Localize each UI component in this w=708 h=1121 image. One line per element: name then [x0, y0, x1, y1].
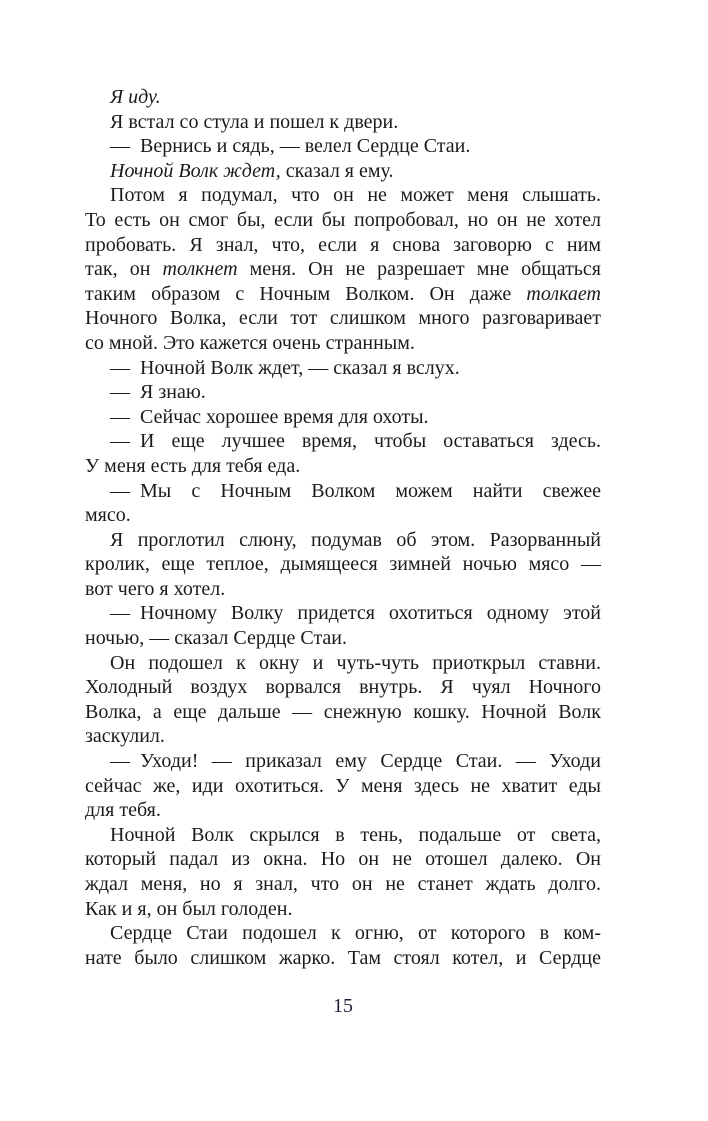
text-line: [85, 675, 601, 700]
text-segment: Я проглотил слюну, подумав об этом. Разорванный: [110, 528, 601, 551]
text-segment: — И еще лучшее время, чтобы оставаться здесь.: [110, 430, 601, 453]
text-segment: ждал меня, но я знал, что он не станет ждать долго.: [85, 873, 601, 895]
text-segment: сейчас же, иди охотиться. У меня здесь не хватит еды: [85, 774, 601, 797]
text-segment: со мной. Это кажется очень странным.: [85, 331, 415, 354]
text-line: [85, 700, 601, 725]
text-segment: вот чего я хотел.: [85, 577, 226, 600]
text-segment: То есть он смог бы, если бы попробовал, но он не хотел: [85, 208, 601, 231]
text-line: [85, 159, 601, 184]
text-line: [85, 356, 601, 381]
text-line: [85, 503, 601, 528]
text-segment: сказал я ему.: [280, 159, 394, 182]
text-line: [85, 528, 601, 553]
text-line: [85, 282, 601, 307]
text-segment: Как и я, он был голоден.: [85, 897, 293, 920]
text-line: [85, 724, 601, 749]
italic-text-segment: толкает: [526, 282, 601, 305]
text-line: [85, 774, 601, 799]
text-segment: заскулил.: [85, 725, 165, 748]
text-line: [85, 552, 601, 577]
text-segment: пробовать. Я знал, что, если я снова заговорю с ним: [85, 233, 601, 256]
text-segment: — Вернись и сядь, — велел Сердце Стаи.: [110, 135, 471, 158]
text-segment: Я встал со стула и пошел к двери.: [110, 110, 399, 133]
text-segment: Холодный воздух ворвался внутрь. Я чуял Ночного: [85, 676, 601, 699]
text-line: [85, 872, 601, 897]
text-line: [85, 134, 601, 159]
text-line: [85, 454, 601, 479]
text-segment: — Ночной Волк ждет, — сказал я вслух.: [110, 356, 460, 379]
text-line: [85, 405, 601, 430]
text-segment: мясо.: [85, 504, 131, 527]
text-line: [85, 183, 601, 208]
text-segment: — Сейчас хорошее время для охоты.: [110, 405, 429, 428]
text-line: [85, 897, 601, 922]
text-line: [85, 749, 601, 774]
text-segment: — Я знаю.: [110, 381, 206, 404]
text-segment: меня. Он не разрешает мне общаться: [237, 258, 602, 281]
text-line: [85, 479, 601, 504]
text-line: [85, 429, 601, 454]
text-line: [85, 601, 601, 626]
text-line: [85, 306, 601, 331]
text-line: [85, 946, 601, 971]
text-segment: У меня есть для тебя еда.: [85, 454, 301, 477]
text-line: [85, 208, 601, 233]
text-segment: — Мы с Ночным Волком можем найти свежее: [110, 479, 601, 502]
text-segment: таким образом с Ночным Волком. Он даже: [85, 282, 527, 305]
text-segment: — Уходи! — приказал ему Сердце Стаи. — Уходи: [110, 750, 601, 773]
text-line: [85, 651, 601, 676]
text-segment: Потом я подумал, что он не может меня слышать.: [110, 184, 601, 207]
text-line: [85, 847, 601, 872]
text-segment: для тебя.: [85, 799, 161, 822]
text-segment: ночью, — сказал Сердце Стаи.: [85, 627, 348, 650]
text-line: [85, 921, 601, 946]
text-segment: Ночной Волк скрылся в тень, подальше от света,: [110, 823, 601, 846]
text-line: [85, 798, 601, 823]
text-line: [85, 110, 601, 135]
text-segment: Он подошел к окну и чуть-чуть приоткрыл ставни.: [110, 651, 601, 674]
text-segment: кролик, еще теплое, дымящееся зимней ночью мясо —: [85, 553, 601, 576]
text-segment: который падал из окна. Но он не отошел далеко. Он: [85, 848, 601, 871]
text-line: [85, 577, 601, 602]
text-line: [85, 233, 601, 258]
text-segment: Ночного Волка, если тот слишком много разговаривает: [85, 307, 601, 330]
page-text: [85, 85, 601, 970]
text-segment: так, он: [85, 258, 163, 281]
text-segment: нате было слишком жарко. Там стоял котел, и Сердце: [85, 946, 601, 969]
text-segment: Сердце Стаи подошел к огню, от которого в ком-: [110, 922, 601, 945]
text-segment: Волка, а еще дальше — снежную кошку. Ночной Волк: [85, 700, 601, 723]
text-line: [85, 257, 601, 282]
text-line: [85, 331, 601, 356]
text-line: [85, 823, 601, 848]
page-number: 15: [333, 995, 353, 1017]
text-line: [85, 85, 601, 110]
italic-text-segment: толкнет: [162, 258, 238, 281]
italic-text-segment: Ночной Волк ждет,: [110, 159, 281, 182]
text-line: [85, 380, 601, 405]
italic-text-segment: Я иду.: [110, 86, 161, 108]
text-segment: — Ночному Волку придется охотиться одному этой: [110, 602, 601, 625]
text-line: [85, 626, 601, 651]
